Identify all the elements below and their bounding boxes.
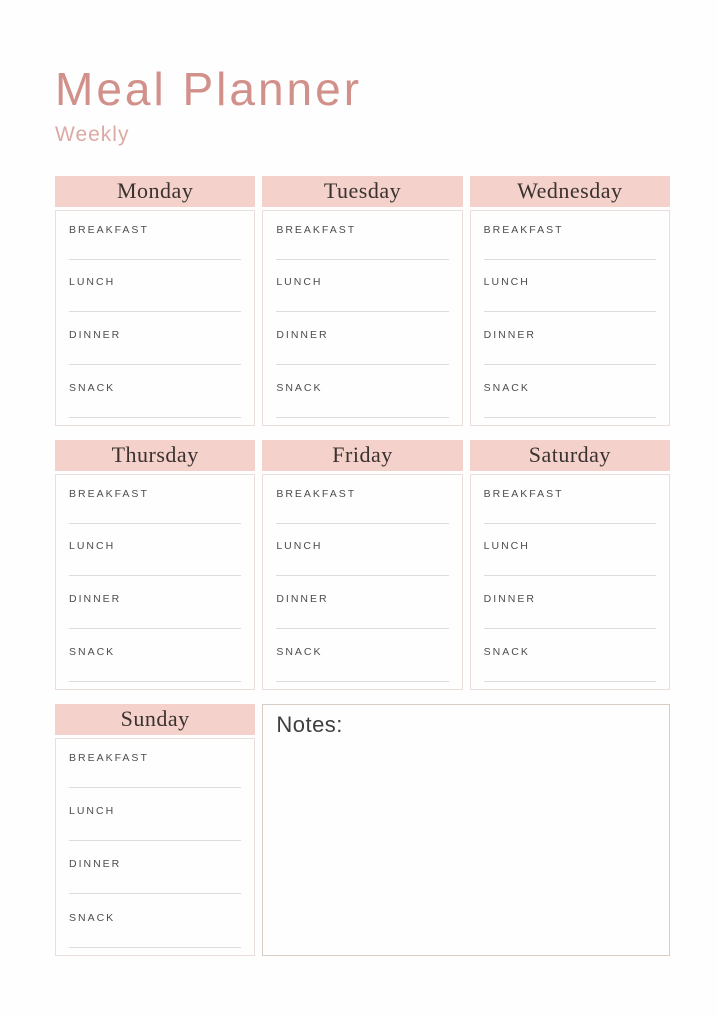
- day-card-thursday: [55, 440, 255, 690]
- meal-entry-line[interactable]: [69, 787, 241, 788]
- day-body: [262, 474, 462, 690]
- meal-label: DINNER: [483, 328, 536, 341]
- meal-section-breakfast: [276, 224, 448, 260]
- meal-label: LUNCH: [276, 276, 323, 289]
- meal-label: BREAKFAST: [276, 223, 357, 236]
- meal-section-lunch: [276, 276, 448, 312]
- meal-section-lunch: [276, 540, 448, 576]
- meal-label: BREAKFAST: [69, 751, 149, 764]
- meal-entry-line[interactable]: [484, 311, 656, 312]
- meal-label: SNACK: [276, 645, 323, 658]
- day-body: [55, 474, 255, 690]
- meal-entry-line[interactable]: [484, 575, 656, 576]
- day-name: Friday: [332, 442, 393, 468]
- meal-entry-line[interactable]: [276, 417, 448, 418]
- meal-entry-line[interactable]: [276, 364, 448, 365]
- day-body: [470, 474, 670, 690]
- meal-label: DINNER: [69, 858, 122, 871]
- meal-label: DINNER: [69, 328, 122, 341]
- meal-label: DINNER: [276, 592, 329, 605]
- meal-section-dinner: [69, 593, 241, 629]
- meal-entry-line[interactable]: [484, 259, 656, 260]
- meal-label: SNACK: [69, 381, 116, 394]
- meal-label: LUNCH: [69, 804, 116, 817]
- meal-entry-line[interactable]: [69, 575, 241, 576]
- day-header: [55, 176, 255, 207]
- meal-entry-line[interactable]: [69, 311, 241, 312]
- meal-label: SNACK: [69, 911, 116, 924]
- meal-section-dinner: [484, 329, 656, 365]
- day-name: Monday: [117, 178, 194, 204]
- meal-label: LUNCH: [276, 540, 323, 553]
- meal-entry-line[interactable]: [484, 681, 656, 682]
- meal-entry-line[interactable]: [69, 947, 241, 948]
- meal-section-breakfast: [69, 488, 241, 524]
- meal-label: DINNER: [69, 592, 122, 605]
- meal-label: LUNCH: [483, 540, 530, 553]
- meal-entry-line[interactable]: [484, 417, 656, 418]
- meal-label: LUNCH: [69, 540, 116, 553]
- day-card-saturday: [470, 440, 670, 690]
- meal-section-dinner: [69, 858, 241, 894]
- meal-section-lunch: [484, 276, 656, 312]
- meal-label: SNACK: [276, 381, 323, 394]
- meal-label: BREAKFAST: [483, 223, 564, 236]
- meal-entry-line[interactable]: [484, 523, 656, 524]
- meal-entry-line[interactable]: [484, 628, 656, 629]
- notes-label: Notes:: [276, 711, 343, 737]
- meal-section-snack: [276, 646, 448, 682]
- day-header: [55, 440, 255, 471]
- meal-section-lunch: [69, 276, 241, 312]
- meal-entry-line[interactable]: [69, 893, 241, 894]
- meal-label: BREAKFAST: [69, 487, 149, 500]
- meal-entry-line[interactable]: [484, 364, 656, 365]
- day-body: [262, 210, 462, 426]
- meal-label: BREAKFAST: [69, 223, 149, 236]
- day-body: [55, 210, 255, 426]
- meal-section-lunch: [69, 540, 241, 576]
- day-header: [262, 440, 462, 471]
- planner-grid: [55, 176, 670, 956]
- day-header: [470, 176, 670, 207]
- meal-entry-line[interactable]: [69, 840, 241, 841]
- meal-section-breakfast: [69, 224, 241, 260]
- meal-section-dinner: [69, 329, 241, 365]
- day-header: [470, 440, 670, 471]
- meal-entry-line[interactable]: [276, 681, 448, 682]
- meal-entry-line[interactable]: [69, 417, 241, 418]
- meal-entry-line[interactable]: [276, 259, 448, 260]
- meal-entry-line[interactable]: [276, 311, 448, 312]
- meal-section-breakfast: [276, 488, 448, 524]
- day-name: Saturday: [528, 442, 611, 468]
- meal-section-breakfast: [484, 224, 656, 260]
- day-card-monday: [55, 176, 255, 426]
- day-card-sunday: [55, 704, 255, 956]
- meal-entry-line[interactable]: [276, 628, 448, 629]
- day-body: [55, 738, 255, 956]
- day-body: [470, 210, 670, 426]
- meal-entry-line[interactable]: [69, 681, 241, 682]
- meal-label: DINNER: [483, 592, 536, 605]
- meal-entry-line[interactable]: [69, 364, 241, 365]
- day-name: Wednesday: [517, 178, 623, 204]
- meal-section-snack: [484, 382, 656, 418]
- page-subtitle: Weekly: [55, 122, 130, 146]
- meal-entry-line[interactable]: [69, 628, 241, 629]
- notes-box[interactable]: [262, 704, 670, 956]
- meal-section-lunch: [69, 805, 241, 841]
- meal-entry-line[interactable]: [69, 523, 241, 524]
- meal-section-breakfast: [69, 752, 241, 788]
- meal-section-snack: [69, 912, 241, 948]
- meal-label: LUNCH: [483, 276, 530, 289]
- page-title: Meal Planner: [55, 63, 363, 115]
- meal-section-snack: [69, 382, 241, 418]
- day-header: [55, 704, 255, 735]
- meal-label: BREAKFAST: [276, 487, 357, 500]
- meal-label: SNACK: [483, 381, 530, 394]
- day-name: Thursday: [111, 442, 199, 468]
- meal-section-dinner: [276, 329, 448, 365]
- meal-section-lunch: [484, 540, 656, 576]
- meal-label: BREAKFAST: [483, 487, 564, 500]
- day-header: [262, 176, 462, 207]
- meal-section-snack: [69, 646, 241, 682]
- meal-section-snack: [276, 382, 448, 418]
- meal-section-breakfast: [484, 488, 656, 524]
- meal-section-dinner: [276, 593, 448, 629]
- day-card-wednesday: [470, 176, 670, 426]
- day-name: Tuesday: [323, 178, 402, 204]
- day-card-friday: [262, 440, 462, 690]
- meal-entry-line[interactable]: [276, 575, 448, 576]
- meal-section-dinner: [484, 593, 656, 629]
- meal-section-snack: [484, 646, 656, 682]
- day-card-tuesday: [262, 176, 462, 426]
- meal-label: LUNCH: [69, 276, 116, 289]
- meal-entry-line[interactable]: [276, 523, 448, 524]
- meal-label: SNACK: [483, 645, 530, 658]
- meal-label: DINNER: [276, 328, 329, 341]
- meal-label: SNACK: [69, 645, 116, 658]
- day-name: Sunday: [120, 706, 190, 732]
- meal-entry-line[interactable]: [69, 259, 241, 260]
